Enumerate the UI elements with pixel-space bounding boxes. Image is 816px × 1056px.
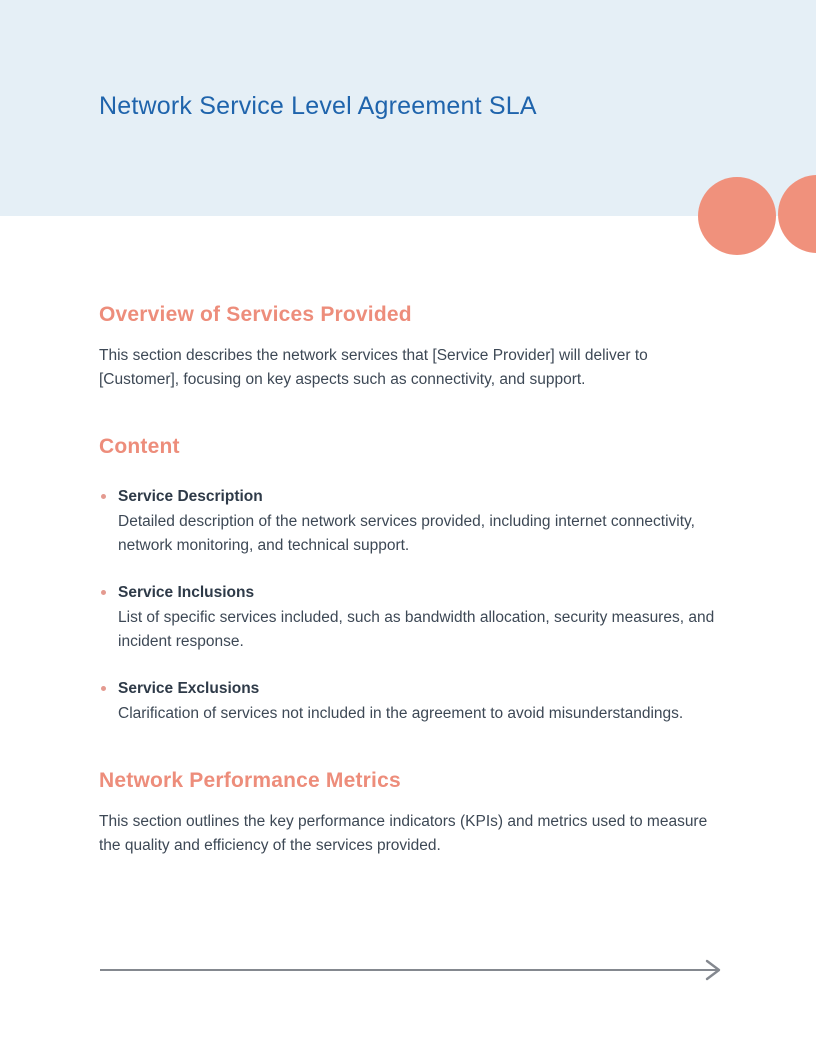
next-page-arrow-icon: [99, 958, 725, 982]
list-item-description: List of specific services included, such as bandwidth allocation, security measures, and incident response.: [118, 609, 715, 650]
section-heading: Content: [99, 435, 180, 458]
list-item-title: Service Inclusions: [118, 584, 255, 601]
list-item-title: Service Description: [118, 488, 263, 505]
section-content: [99, 434, 727, 726]
list-item: [99, 676, 727, 726]
section-overview-of-services: [99, 302, 727, 392]
bullet-dot-icon: [101, 686, 106, 691]
list-item: [99, 484, 727, 558]
list-item-title: Service Exclusions: [118, 680, 260, 697]
document-body: [99, 216, 727, 858]
list-item-description: Detailed description of the network services provided, including internet connectivity, network monitoring, and technical support.: [118, 513, 695, 554]
section-heading: Network Performance Metrics: [99, 769, 401, 792]
bullet-dot-icon: [101, 494, 106, 499]
bullet-dot-icon: [101, 590, 106, 595]
header-band: [0, 0, 816, 216]
section-paragraph: This section outlines the key performance indicators (KPIs) and metrics used to measure the quality and efficiency of the services provided.: [99, 813, 708, 854]
section-heading: Overview of Services Provided: [99, 303, 412, 326]
document-title: Network Service Level Agreement SLA: [99, 92, 537, 120]
section-paragraph: This section describes the network services that [Service Provider] will deliver to [Customer], focusing on key aspects such as connectivity, and support.: [99, 347, 648, 388]
list-item-description: Clarification of services not included in the agreement to avoid misunderstandings.: [118, 705, 684, 722]
list-item: [99, 580, 727, 654]
content-item-list: [99, 484, 727, 726]
section-network-performance-metrics: [99, 768, 727, 858]
